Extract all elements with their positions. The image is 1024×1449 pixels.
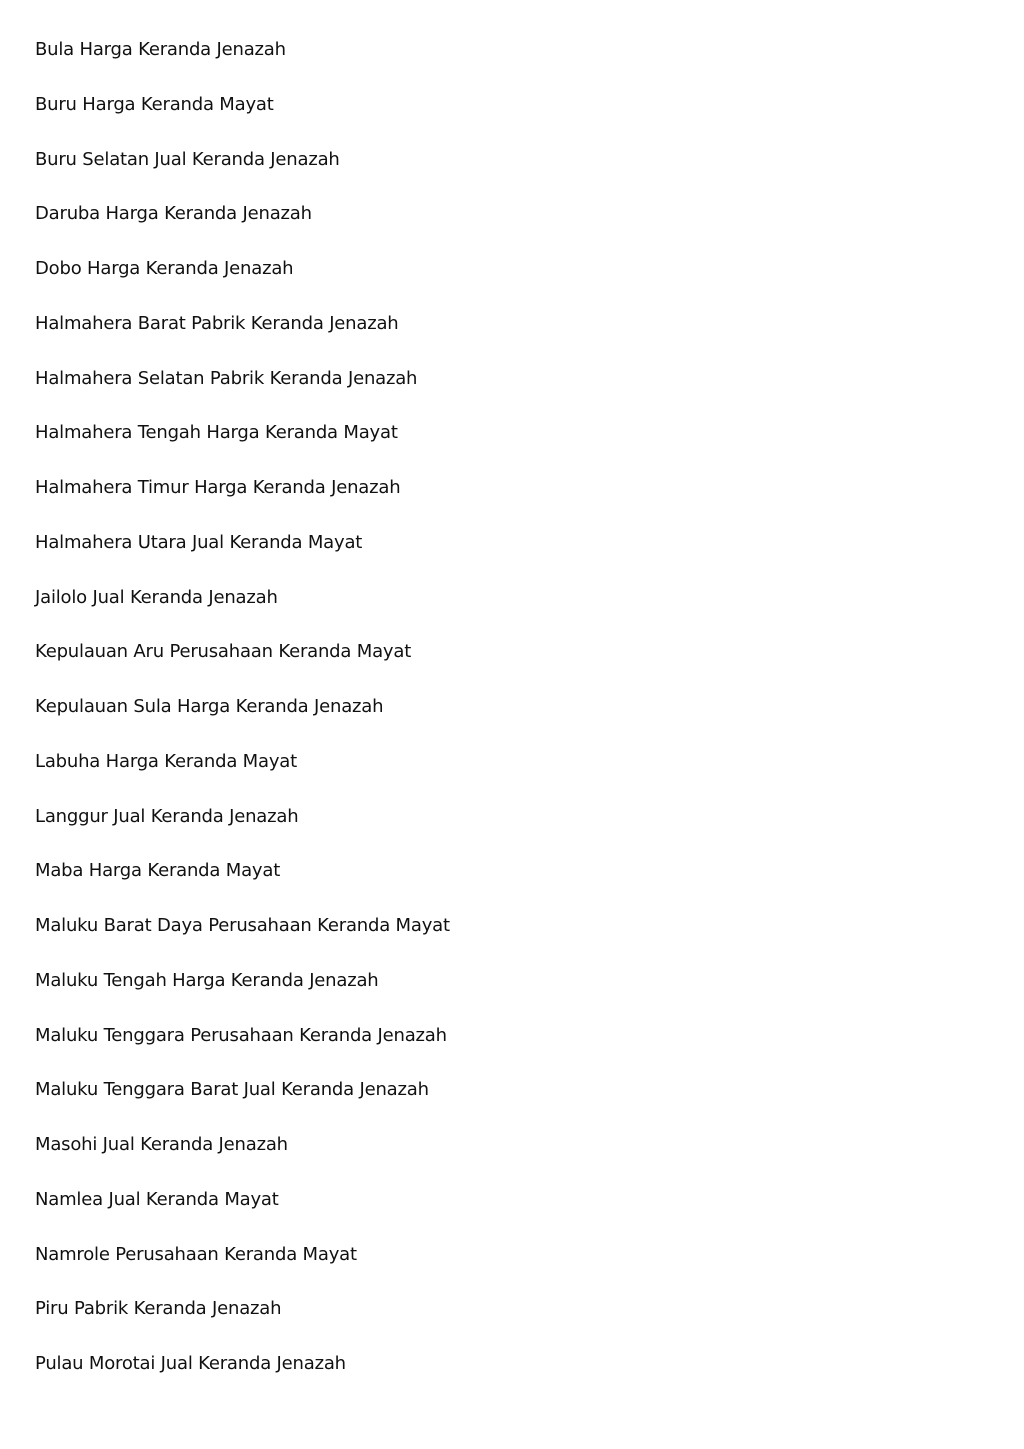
link-item[interactable]: Kepulauan Sula Harga Keranda Jenazah [35,696,384,717]
list-item [35,91,450,146]
list-item [35,1350,450,1405]
link-item[interactable]: Halmahera Selatan Pabrik Keranda Jenazah [35,367,418,389]
list-item [35,1186,450,1241]
link-list [35,36,450,1405]
list-item [35,36,450,91]
list-item [35,200,450,255]
list-item [35,803,450,858]
link-item[interactable]: Namrole Perusahaan Keranda Mayat [35,1243,357,1265]
link-item[interactable]: Buru Harga Keranda Mayat [35,93,274,115]
list-item [35,638,450,693]
list-item [35,1241,450,1296]
link-item[interactable]: Langgur Jual Keranda Jenazah [35,805,299,827]
link-item[interactable]: Namlea Jual Keranda Mayat [35,1188,279,1210]
link-item[interactable]: Piru Pabrik Keranda Jenazah [35,1298,282,1320]
link-item[interactable]: Daruba Harga Keranda Jenazah [35,203,312,225]
list-item [35,912,450,967]
link-item[interactable]: Masohi Jual Keranda Jenazah [35,1134,288,1155]
list-item [35,474,450,529]
link-item[interactable]: Maluku Tenggara Perusahaan Keranda Jenazah [35,1024,447,1046]
link-item[interactable]: Pulau Morotai Jual Keranda Jenazah [35,1353,346,1374]
link-item[interactable]: Halmahera Timur Harga Keranda Jenazah [35,477,401,498]
list-item [35,693,450,748]
link-item[interactable]: Maba Harga Keranda Mayat [35,860,281,882]
link-item[interactable]: Bula Harga Keranda Jenazah [35,39,286,60]
link-item[interactable]: Halmahera Tengah Harga Keranda Mayat [35,422,398,444]
link-item[interactable]: Maluku Tenggara Barat Jual Keranda Jenazah [35,1079,429,1101]
list-item [35,419,450,474]
link-item[interactable]: Jailolo Jual Keranda Jenazah [35,586,278,608]
link-item[interactable]: Halmahera Barat Pabrik Keranda Jenazah [35,312,399,334]
link-item[interactable]: Dobo Harga Keranda Jenazah [35,258,294,279]
list-item [35,1131,450,1186]
link-item[interactable]: Buru Selatan Jual Keranda Jenazah [35,148,340,170]
list-item [35,310,450,365]
list-item [35,146,450,201]
list-item [35,255,450,310]
list-item [35,1076,450,1131]
list-item [35,1295,450,1350]
list-item [35,584,450,639]
link-item[interactable]: Kepulauan Aru Perusahaan Keranda Mayat [35,641,412,663]
list-item [35,857,450,912]
link-item[interactable]: Maluku Barat Daya Perusahaan Keranda Mayat [35,915,450,936]
link-item[interactable]: Halmahera Utara Jual Keranda Mayat [35,531,363,553]
list-item [35,529,450,584]
link-item[interactable]: Labuha Harga Keranda Mayat [35,750,297,772]
link-item[interactable]: Maluku Tengah Harga Keranda Jenazah [35,969,379,991]
list-item [35,748,450,803]
list-item [35,1022,450,1077]
list-item [35,967,450,1022]
list-item [35,365,450,420]
